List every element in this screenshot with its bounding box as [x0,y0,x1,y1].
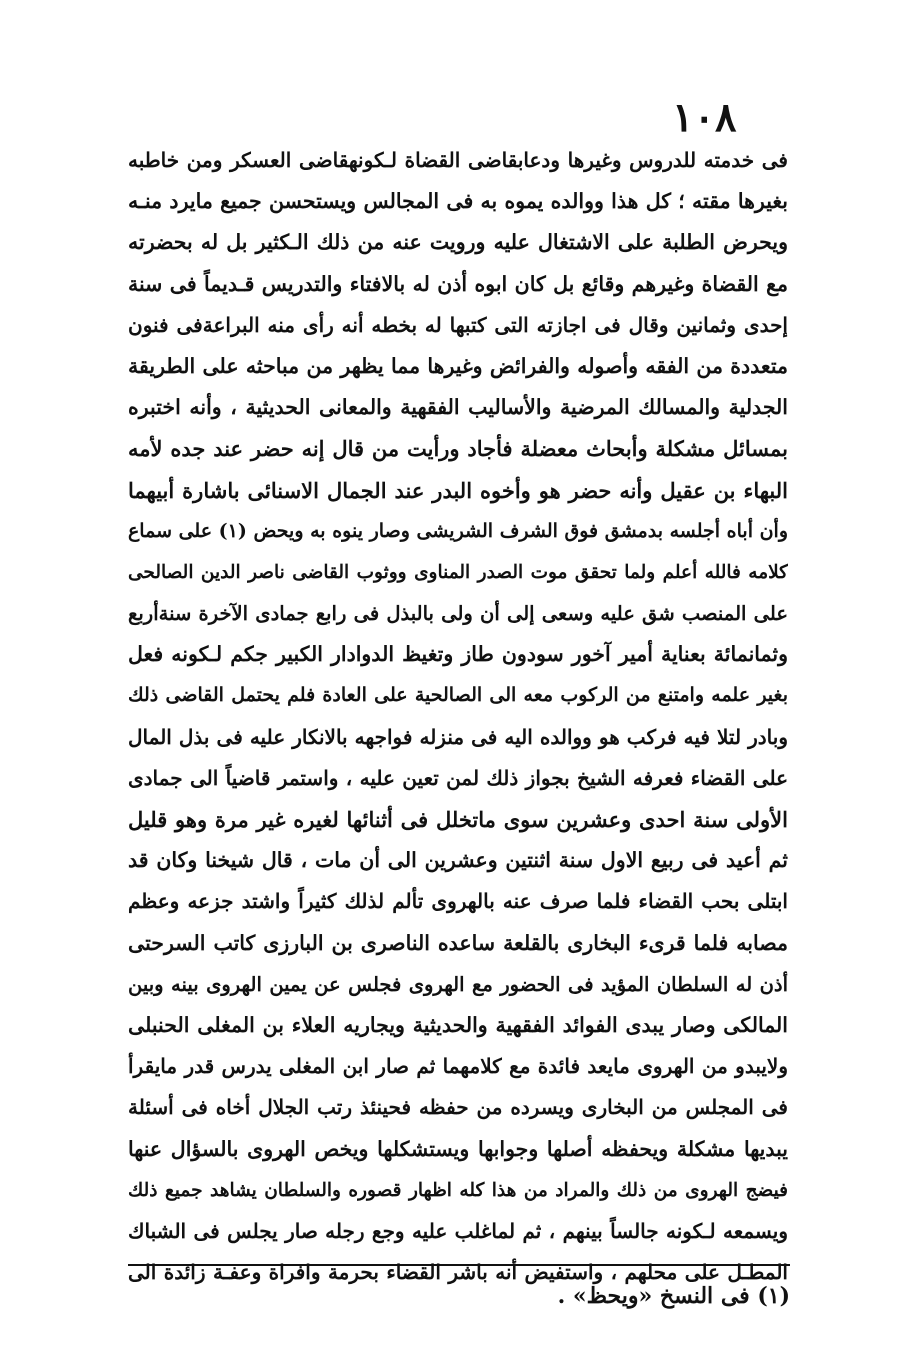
text-line: بمسائل مشكلة وأبحاث معضلة فأجاد ورأيت من قال إنه حضر عند جده لأمه [128,436,788,462]
page-number: ١٠٨ [672,94,737,141]
text-line: بغير علمه وامتنع من الركوب معه الى الصالحية على العادة فلم يحتمل القاضى ذلك [128,684,788,707]
text-line: فيضج الهروى من ذلك والمراد من هذا كله اظهار قصوره والسلطان يشاهد جميع ذلك [128,1179,788,1201]
text-line: كلامه فالله أعلم ولما تحقق موت الصدر المناوى ووثوب القاضى ناصر الدين الصالحى [128,561,788,583]
text-line: الجدلية والمسالك المرضية والأساليب الفقهية والمعانى الحديثية ، وأنه اختبره [128,395,788,420]
text-line: ويسمعه لـكونه جالساً بينهم ، ثم لماغلب عليه وجع رجله صار يجلس فى الشباك [128,1218,788,1243]
text-line: فى المجلس من البخارى ويسرده من حفظه فحينئذ رتب الجلال أخاه فى أسئلة [128,1095,788,1120]
text-line: يبديها مشكلة ويحفظه أصلها وجوابها ويستشكلها ويخص الهروى بالسؤال عنها [128,1136,788,1161]
footnote: (١) فى النسخ «ويحظ» . [557,1283,790,1309]
text-line: الأولى سنة احدى وعشرين سوى ماتخلل فى أثنائها لغيره غير مرة وهو قليل [128,807,788,832]
text-line: ثم أعيد فى ربيع الاول سنة اثنتين وعشرين الى أن مات ، قال شيخنا وكان قد [128,848,788,873]
text-line: فى خدمته للدروس وغيرها ودعابقاضى القضاة لـكونهقاضى العسكر ومن خاطبه [128,148,788,172]
text-line: وأن أباه أجلسه بدمشق فوق الشرف الشريشى وصار ينوه به ويحض (١) على سماع [128,519,788,542]
text-line: متعددة من الفقه وأصوله والفرائض وغيرها مما يظهر من مباحثه على الطريقة [128,353,788,378]
text-line: ولايبدو من الهروى مايعد فائدة مع كلامهما ثم صار ابن المغلى يدرس قدر مايقرأ [128,1054,788,1079]
text-line: المطـل على محلهم ، واستفيض أنه باشر القضاء بحرمة وافراة وعفـة زائدة الى [128,1260,788,1285]
text-line: مع القضاة وغيرهم وقائع بل كان ابوه أذن له بالافتاء والتدريس قـديماً فى سنة [128,271,788,296]
text-line: البهاء بن عقيل وأنه حضر هو وأخوه البدر عند الجمال الاسنائى باشارة أبيهما [128,477,788,503]
text-line: على المنصب شق عليه وسعى إلى أن ولى بالبذل فى رابع جمادى الآخرة سنةأربع [128,602,788,626]
text-line: ابتلى بحب القضاء فلما صرف عنه بالهروى تألم لذلك كثيراً واشتد جزعه وعظم [128,889,788,914]
text-line: وبادر لتلا فيه فركب هو ووالده اليه فى منزله فواجهه بالانكار عليه فى بذل المال [128,724,788,749]
text-line: المالكى وصار يبدى الفوائد الفقهية والحديثية ويجاريه العلاء بن المغلى الحنبلى [128,1012,788,1037]
text-line: أذن له السلطان المؤيد فى الحضور مع الهروى فجلس عن يمين الهروى بينه وبين [128,972,788,996]
text-line: على القضاء فعرفه الشيخ بجواز ذلك لمن تعين عليه ، واستمر قاضياً الى جمادى [128,765,788,790]
footnote-divider [128,1264,790,1266]
text-line: بغيرها مقته ؛ كل هذا ووالده يموه به فى المجالس ويستحسن جميع مايرد منـه [128,189,788,214]
text-line: إحدى وثمانين وقال فى اجازته التى كتبها له بخطه أنه رأى منه البراعةفى فنون [128,312,788,337]
text-line: ويحرض الطلبة على الاشتغال عليه ورويت عنه من ذلك الـكثير بل له بحضرته [128,230,788,255]
text-line: مصابه فلما قرىء البخارى بالقلعة ساعده الناصرى بن البارزى كاتب السرحتى [128,930,788,955]
body-text [128,140,788,1293]
text-line: وثمانمائة بعناية أمير آخور سودون طاز وتغيظ الدوادار الكبير جكم لـكونه فعل [128,642,788,667]
